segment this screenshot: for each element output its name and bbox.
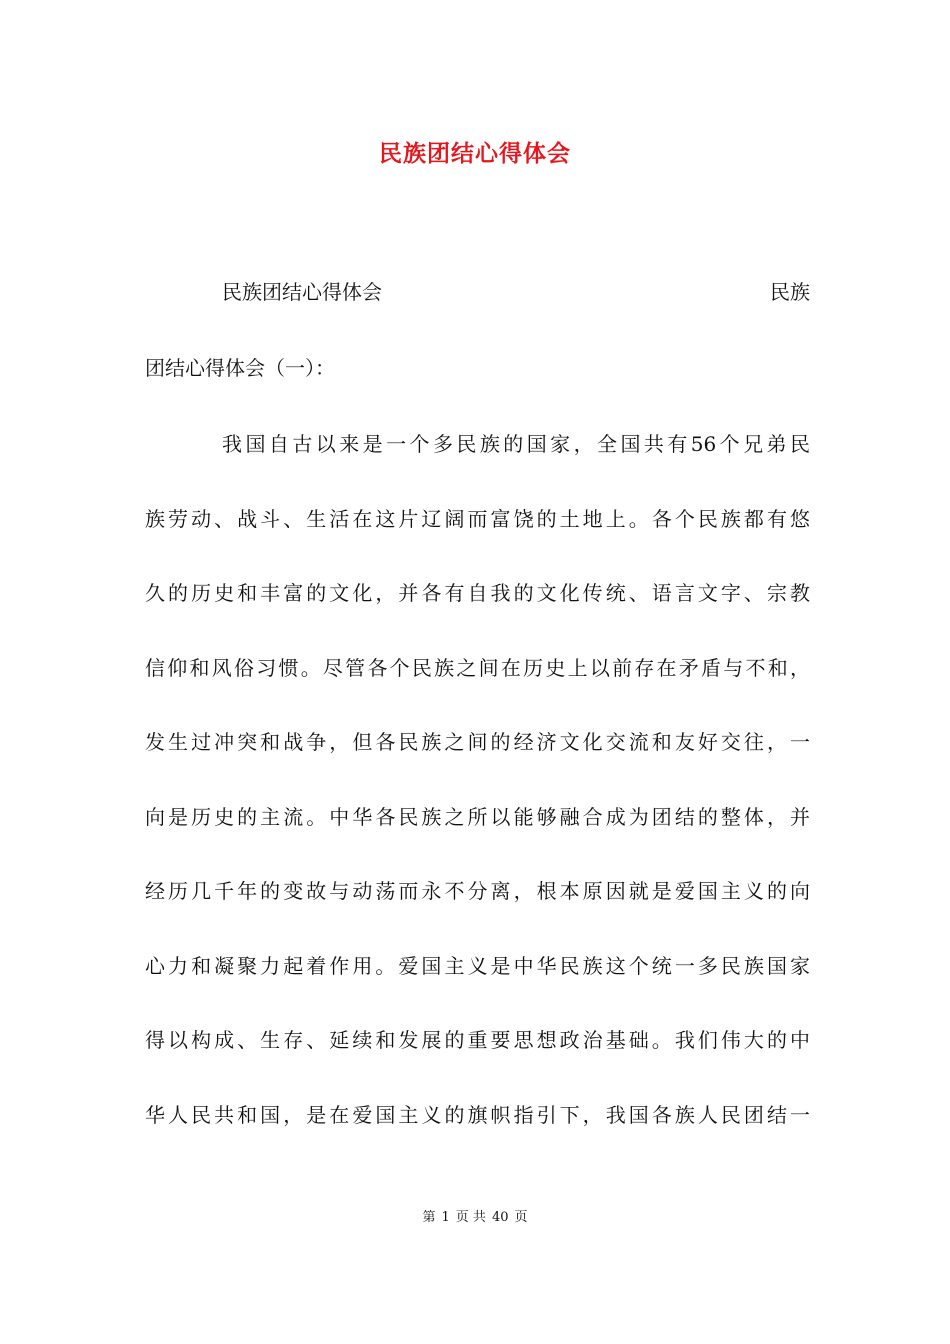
paragraph-line: 发生过冲突和战争，但各民族之间的经济文化交流和友好交往，一	[145, 730, 810, 754]
paragraph-line: 我国自古以来是一个多民族的国家，全国共有56个兄弟民	[222, 432, 810, 456]
paragraph-line: 心力和凝聚力起着作用。爱国主义是中华民族这个统一多民族国家	[145, 954, 810, 978]
heading-line	[222, 274, 810, 310]
paragraph-line: 久的历史和丰富的文化，并各有自我的文化传统、语言文字、宗教	[145, 581, 810, 605]
footer-mid: 页 共	[455, 1210, 486, 1225]
document-title: 民族团结心得体会	[379, 140, 571, 167]
paragraph-line: 得以构成、生存、延续和发展的重要思想政治基础。我们伟大的中	[145, 1028, 810, 1052]
footer-suffix: 页	[514, 1210, 528, 1225]
heading-continuation: 团结心得体会（一）：	[145, 356, 335, 380]
footer-prefix: 第	[422, 1210, 436, 1225]
heading-right: 民族	[770, 280, 810, 304]
paragraph-line: 华人民共和国，是在爱国主义的旗帜指引下，我国各族人民团结一	[145, 1103, 810, 1127]
footer-total-pages: 40	[491, 1210, 509, 1225]
page-footer	[0, 1208, 950, 1228]
paragraph-line: 信仰和风俗习惯。尽管各个民族之间在历史上以前存在矛盾与不和，	[145, 656, 810, 680]
paragraph-line: 经历几千年的变故与动荡而永不分离，根本原因就是爱国主义的向	[145, 879, 810, 903]
paragraph-line: 族劳动、战斗、生活在这片辽阔而富饶的土地上。各个民族都有悠	[145, 507, 810, 531]
footer-page-number: 1	[441, 1210, 450, 1225]
heading-left: 民族团结心得体会	[222, 280, 382, 304]
paragraph-line: 向是历史的主流。中华各民族之所以能够融合成为团结的整体，并	[145, 805, 810, 829]
